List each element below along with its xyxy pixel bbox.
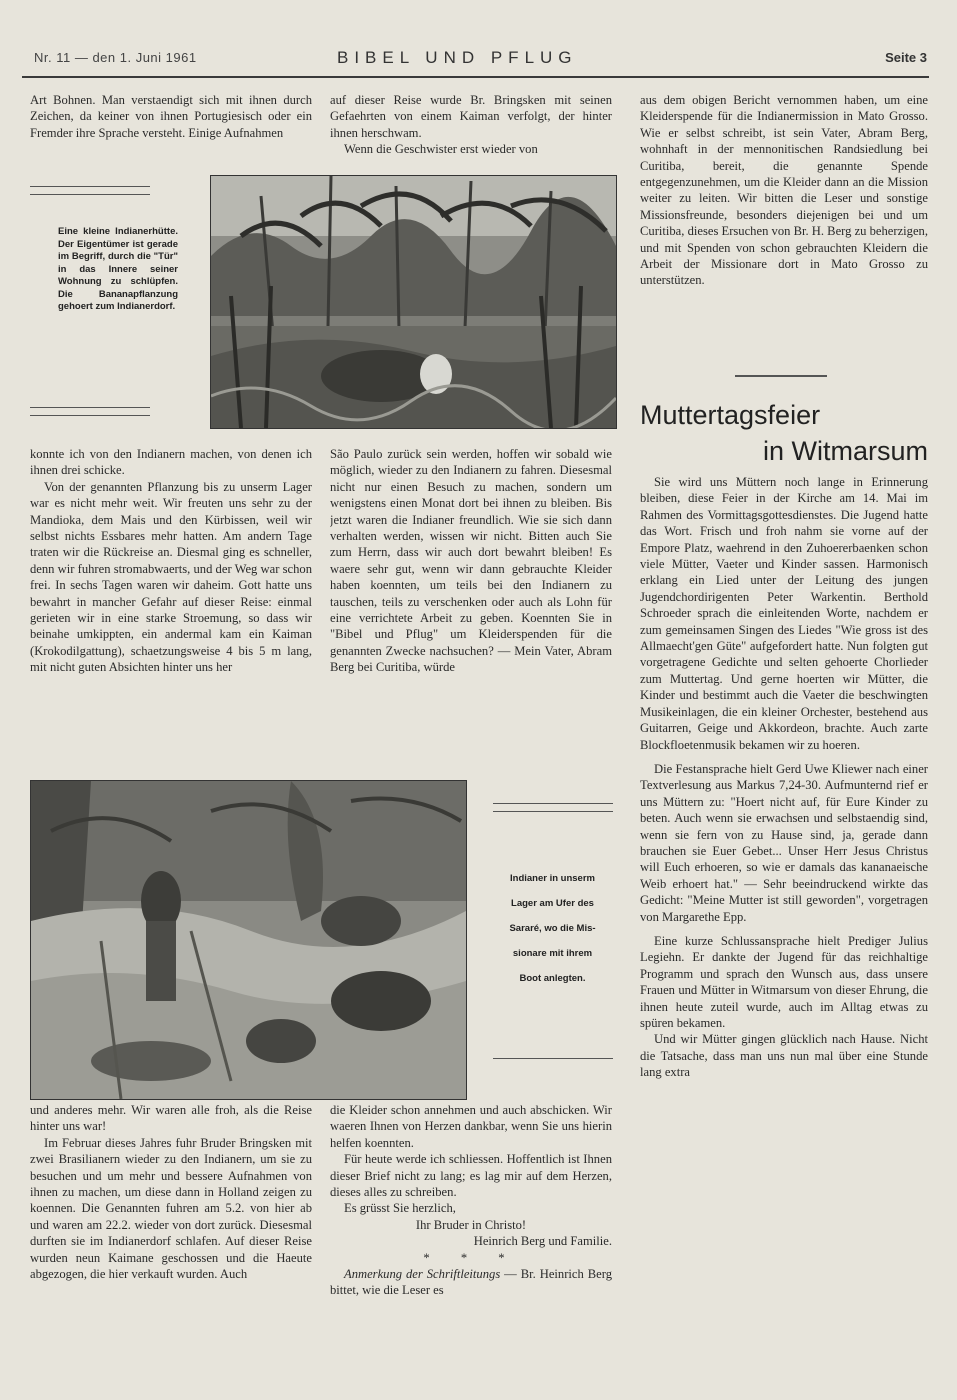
paragraph: Eine kurze Schlussansprache hielt Prediger Julius Legiehn. Er dankte der Jugend für das reichhaltige Programm und sprach den Wunsch aus, dass unsere Frauen und Mütter in Witmarsum von dieser Ehrung, die ihnen heute zuteil wurde, auch im Alltag etwas zu spüren bekamen. <box>640 933 928 1030</box>
paragraph: Die Festansprache hielt Gerd Uwe Kliewer nach einer Textverlesung aus Markus 7,24-30. Aufmunternd rief er uns Müttern zu: "Hoert nicht auf, für Eure Kinder zu beten. Auch wenn sie erwachsen und selbstaendig sind, wenn sie fern von zu Hause sind, ja, gerade dann brauchen sie Euer Gebet... Unser Herr Jesus Christus will Euch erhoeren, so wie er damals das kananaeische Weib erhoert hat." — Sehr beeindruckend wirkte das Gedicht: "Meine Mutter ist still geworden", vorgetragen von Margarethe Epp. <box>640 761 928 924</box>
page-number: Seite 3 <box>885 50 927 65</box>
caption-line: Boot anlegten. <box>519 973 586 984</box>
page-header <box>22 48 927 74</box>
paragraph: auf dieser Reise wurde Br. Bringsken mit seinen Gefaehrten von einem Kaiman verfolgt, der hinter ihnen herschwam. <box>330 93 612 140</box>
caption1-top-rule-2 <box>30 194 150 195</box>
caption2-bottom-rule <box>493 1058 613 1059</box>
closing: Ihr Bruder in Christo! <box>415 1217 527 1232</box>
article-headline <box>640 397 928 469</box>
paragraph: konnte ich von den Indianern machen, von denen ich ihnen drei schicke. <box>30 447 312 478</box>
photo2-caption <box>490 866 615 991</box>
col2-top-text <box>330 92 612 162</box>
paragraph: Und wir Mütter gingen glücklich nach Hause. Nicht die Tatsache, dass man uns nun mal über eine Stunde lang extra <box>640 1032 928 1080</box>
paragraph: Im Februar dieses Jahres fuhr Bruder Bringsken mit zwei Brasilianern wieder zu den Indianern, um sie zu besuchen und um mehr und bessere Aufnahmen von ihnen zu machen, um diese dann in Holland zeigen zu koennen. Die Genannten fuhren am 5.2. von hier ab und waren am 22.2. wieder von dort zurück. Diesesmal durften sie im Indianerdorf schlafen. Auf dieser Reise wurden neun Kaimane geschossen und die Haeute abgezogen, die hier verkauft wurden. Auch <box>30 1135 312 1282</box>
headline-line-1: Muttertagsfeier <box>640 400 821 430</box>
paragraph: Sie wird uns Müttern noch lange in Erinnerung bleiben, diese Feier in der Kirche am 14. Mai im Rahmen des Vormittagsgottesdienstes. Die Jugend hatte das Wort. Frisch und froh nahm sie vorne auf der Empore Platz, waehrend in den Zuhoererbaenken schon viele Mütter, Vaeter und Kinder sassen. Harmonisch erklang ein Lied unter der Leitung des jungen Jugendchordirigenten Peter Warkentin. Berthold Schroeder sprach die einleitenden Worte, nachdem er zum gemeinsamen Singen des Liedes "Wie gross ist des Allmaecht'gen Güte" aufgefordert hatte. Nun folgten gut vorgetragene Gedichte und selten gehoerte Chorlieder zum Muttertag. Und gerne hoerten wir Mütter, die Kinder und bestimmt auch die Vaeter die beschwingten Musikeinlagen, die ein kleiner Orchester, bestehend aus Guitarren, Geige und Akkordeon, brachte. Auch zarte Blockfloetenmusik bekamen wir zu hoeren. <box>640 475 928 752</box>
paragraph: aus dem obigen Bericht vernommen haben, um eine Kleiderspende für die Indianermission in Mato Grosso. Wie er selbst schreibt, ist sein Vater, Abram Berg, wohnhaft in der mennonitischen Randsiedlung bei Curitiba, bereit, die genannte Spende entgegenzunehmen, um die Kleider dann an die Mission weiter zu leiten. Wir bitten die Leser und sonstige Missionsfreunde, besonders diejenigen bei und um Curitiba, dieses Ersuchen von Br. H. Berg zu beherzigen, und mit Spenden von schon gebrauchten Kleidern die Arbeit der Missionare dort in Mato Grosso zu unterstützen. <box>640 93 928 288</box>
caption1-bottom-rule <box>30 407 150 408</box>
paragraph: und anderes mehr. Wir waren alle froh, als die Reise hinter uns war! <box>30 1103 312 1134</box>
section-divider <box>735 375 827 377</box>
editor-note-label: Anmerkung der Schriftleitungs <box>344 1267 501 1282</box>
photo-indian-hut <box>210 175 617 429</box>
col3-article-text <box>640 474 928 1364</box>
paragraph: Von der genannten Pflanzung bis zu unserm Lager war es nicht mehr weit. Wir freuten uns sehr zu der Mandioka, dem Mais und den Kürbissen, weil wir selbst nichts Essbares mehr hatten. Am andern Tage traten wir die Rückreise an. Diesmal ging es schneller, denn wir fuhren stromabwaerts, und der Weg war schon frei. In sechs Tagen waren wir daheim. Gott hatte uns bewahrt in mancher Gefahr auf dieser Reise: einmal gerieten wir in eine starke Stroemung, so dass wir beinahe umkippten, ein andermal kam ein Kaiman (Krokodilgattung), schaetzungsweise 4 bis 5 m lang, mit nicht guten Absichten hinter uns her <box>30 479 312 675</box>
separator-stars: * * * <box>423 1250 519 1265</box>
paragraph: São Paulo zurück sein werden, hoffen wir sobald wie möglich, wieder zu den Indianern zu fahren. Diesesmal nicht nur einen Besuch zu machen, sondern um wenigstens einen Monat dort bei ihnen zu bleiben. Bis jetzt waren die Indianer freundlich. Wie sie sich dann verhalten werden, wissen wir nicht. Bitten auch Sie zum Herrn, dass wir auch dort bewahrt bleiben! Es waere sehr gut, wenn wir dann gebrauchte Kleider haben koennten, um teils bei den Indianern zu tauschen, teils zu verschenken oder auch als Lohn für eine verrichtete Arbeit zu geben. Koennten Sie in "Bibel und Pflug" um Kleiderspenden für die genannten Zwecke nachsuchen? — Mein Vater, Abram Berg bei Curitiba, würde <box>330 447 612 675</box>
photo1-caption: Eine kleine Indianerhütte. Der Eigentümer ist gerade im Begriff, durch die "Tür" in das Innere seiner Wohnung zu schlüpfen. Die Bananapflanzung gehoert zum Indianerdorf. <box>58 226 178 312</box>
greeting: Es grüsst Sie herzlich, <box>344 1201 456 1216</box>
caption1-bottom-rule-2 <box>30 415 150 416</box>
col2-mid-text <box>330 446 612 758</box>
photo-indians-camp <box>30 780 467 1100</box>
caption-line: Indianer in unserm <box>510 873 595 884</box>
caption2-top-rule <box>493 803 613 804</box>
col3-top-text <box>640 92 928 354</box>
caption2-top-rule-2 <box>493 811 613 812</box>
header-rule <box>22 76 929 78</box>
editor-note <box>330 1266 612 1299</box>
photo-indians-camp-image <box>31 781 466 1099</box>
paragraph: Für heute werde ich schliessen. Hoffentlich ist Ihnen dieser Brief nicht zu lang; es lag mir auf dem Herzen, dieses alles zu schreiben. <box>330 1152 612 1200</box>
paragraph: Wenn die Geschwister erst wieder von <box>344 142 538 157</box>
caption-line: sionare mit ihrem <box>512 948 593 959</box>
issue-date: Nr. 11 — den 1. Juni 1961 <box>34 50 197 65</box>
newspaper-title: BIBEL UND PFLUG <box>337 48 578 67</box>
editor-note-text: — Br. Heinrich Berg bittet, wie die Leser es <box>330 1267 612 1298</box>
caption1-top-rule <box>30 186 150 187</box>
caption-line: Sararé, wo die Mis- <box>509 923 596 934</box>
paragraph: Art Bohnen. Man verstaendigt sich mit ihnen durch Zeichen, da keiner von ihnen Portugiesisch oder ein Fremder ihre Sprache versteht. Einige Aufnahmen <box>30 93 312 140</box>
headline-line-2: in Witmarsum <box>762 436 928 466</box>
paragraph: die Kleider schon annehmen und auch abschicken. Wir waeren Ihnen von Herzen dankbar, wenn Sie uns hierin helfen koennten. <box>330 1103 612 1150</box>
col1-mid-text <box>30 446 312 758</box>
photo-indian-hut-image <box>211 176 616 428</box>
signature: Heinrich Berg und Familie. <box>473 1234 612 1249</box>
caption-line: Lager am Ufer des <box>511 898 594 909</box>
col2-bottom-text <box>330 1102 612 1362</box>
col1-top-text <box>30 92 312 160</box>
col1-bottom-text <box>30 1102 312 1362</box>
